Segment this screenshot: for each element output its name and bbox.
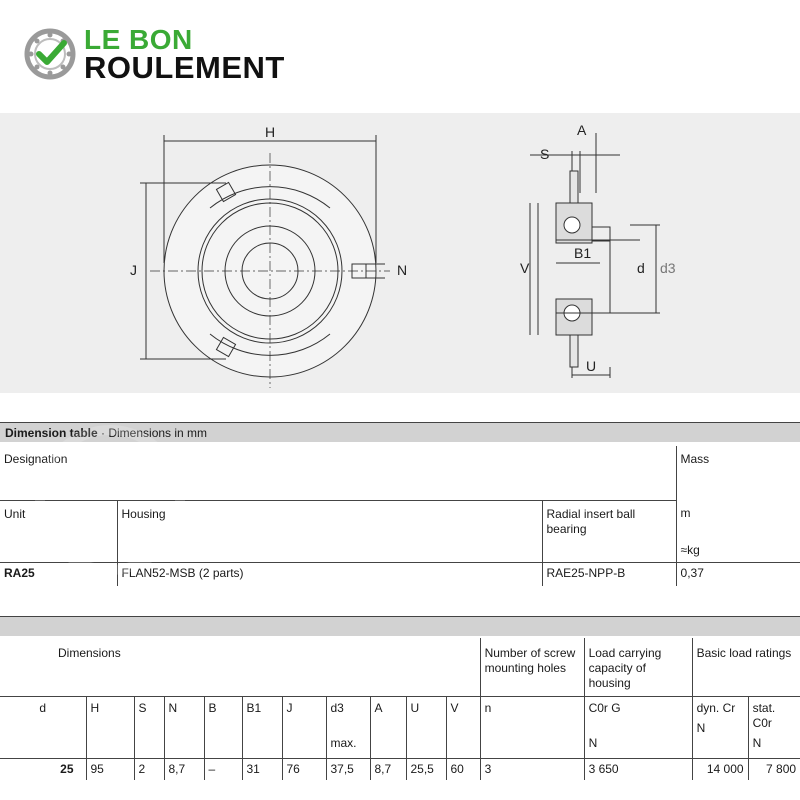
col-N: N bbox=[164, 696, 204, 758]
basic-header: Basic load ratings bbox=[692, 638, 800, 696]
designation-table bbox=[0, 446, 800, 586]
col-B: B bbox=[204, 696, 242, 758]
dimension-table-title-bar bbox=[0, 422, 800, 442]
housing-header: Housing bbox=[117, 500, 542, 562]
col-stat: stat. C0r bbox=[752, 700, 776, 730]
col-stat-cell bbox=[748, 696, 800, 758]
cell-U: 25,5 bbox=[406, 758, 446, 780]
label-H: H bbox=[265, 124, 276, 140]
col-H: H bbox=[86, 696, 134, 758]
col-d3-max: max. bbox=[330, 735, 357, 750]
header bbox=[0, 0, 800, 113]
technical-drawing bbox=[0, 113, 800, 393]
cell-J: 76 bbox=[282, 758, 326, 780]
label-J: J bbox=[130, 262, 137, 278]
row-mass: 0,37 bbox=[680, 565, 704, 580]
col-dyn: dyn. Cr bbox=[696, 700, 736, 715]
cell-n: 3 bbox=[480, 758, 584, 780]
cell-N: 8,7 bbox=[164, 758, 204, 780]
col-dyn-cell bbox=[692, 696, 748, 758]
label-d3: d3 bbox=[660, 260, 676, 276]
label-A: A bbox=[577, 122, 587, 138]
mass-header: Mass bbox=[680, 452, 710, 466]
cell-B: – bbox=[204, 758, 242, 780]
dimensions-header: Dimensions bbox=[0, 638, 480, 696]
spacer bbox=[0, 393, 800, 422]
cell-A: 8,7 bbox=[370, 758, 406, 780]
col-B1: B1 bbox=[242, 696, 282, 758]
flange-front-view bbox=[140, 135, 390, 388]
col-S: S bbox=[134, 696, 164, 758]
col-A: A bbox=[370, 696, 406, 758]
cell-dyn: 14 000 bbox=[692, 758, 748, 780]
label-V: V bbox=[520, 260, 530, 276]
cell-c0rg: 3 650 bbox=[584, 758, 692, 780]
col-stat-unit: N bbox=[752, 735, 762, 750]
col-c0rg: C0r G bbox=[588, 700, 621, 715]
col-d3-cell bbox=[326, 696, 370, 758]
cell-S: 2 bbox=[134, 758, 164, 780]
insert-header: Radial insert ball bearing bbox=[542, 500, 676, 562]
col-V: V bbox=[446, 696, 480, 758]
logo-text-line1: LE BON bbox=[84, 24, 193, 55]
mass-m-label: m bbox=[680, 506, 691, 520]
label-S: S bbox=[540, 146, 550, 162]
col-d3: d3 bbox=[330, 700, 344, 715]
dimensions-table bbox=[0, 638, 800, 780]
mass-unit-cell bbox=[676, 500, 800, 562]
designation-header: Designation bbox=[0, 446, 676, 500]
drawing-svg bbox=[0, 113, 800, 393]
row-unit: RA25 bbox=[0, 562, 117, 586]
label-N: N bbox=[397, 262, 408, 278]
bearing-check-logo-icon bbox=[24, 28, 76, 80]
dimension-table-title bbox=[5, 426, 207, 440]
unit-header: Unit bbox=[0, 500, 117, 562]
cell-B1: 31 bbox=[242, 758, 282, 780]
col-J: J bbox=[282, 696, 326, 758]
col-d: d bbox=[0, 696, 86, 758]
cell-H: 95 bbox=[86, 758, 134, 780]
dimension-table-title-bold: Dimension table bbox=[5, 426, 98, 440]
holes-header: Number of screw mounting holes bbox=[480, 638, 584, 696]
cell-d3: 37,5 bbox=[326, 758, 370, 780]
label-B1: B1 bbox=[574, 245, 592, 261]
col-c0rg-cell bbox=[584, 696, 692, 758]
row-insert: RAE25-NPP-B bbox=[542, 562, 676, 586]
logo-text-line2: ROULEMENT bbox=[84, 50, 285, 85]
col-dyn-unit: N bbox=[696, 720, 706, 735]
label-U: U bbox=[586, 358, 597, 374]
load-header: Load carrying capacity of housing bbox=[584, 638, 692, 696]
dimensions-table-title-bar bbox=[0, 616, 800, 636]
cell-stat: 7 800 bbox=[766, 761, 797, 776]
cell-V: 60 bbox=[446, 758, 480, 780]
row-housing: FLAN52-MSB (2 parts) bbox=[117, 562, 542, 586]
dimension-table-title-rest: · Dimensions in mm bbox=[97, 426, 208, 440]
col-c0rg-unit: N bbox=[588, 735, 598, 750]
cell-d: 25 bbox=[0, 758, 86, 780]
mass-kg-label: ≈kg bbox=[680, 543, 700, 557]
col-U: U bbox=[406, 696, 446, 758]
label-d: d bbox=[637, 260, 645, 276]
bearing-side-view bbox=[530, 133, 660, 378]
col-n: n bbox=[480, 696, 584, 758]
